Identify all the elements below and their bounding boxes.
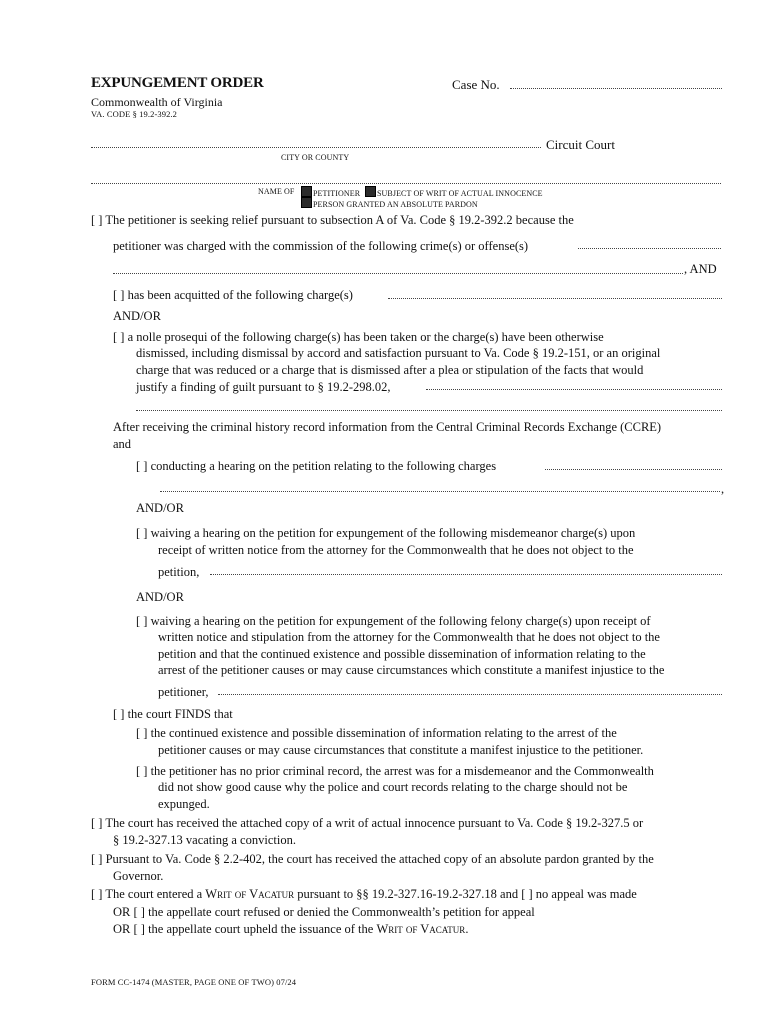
city-or-county-field[interactable]	[91, 147, 541, 148]
nolle-line2: dismissed, including dismissal by accord and satisfaction pursuant to Va. Code § 19.2-151, or an original	[136, 346, 661, 360]
vacatur-line3	[113, 921, 468, 938]
continued-existence-line2: petitioner causes or may cause circumstances that constitute a manifest injustice to the petitioner.	[158, 743, 644, 757]
case-no-field[interactable]	[510, 88, 722, 89]
misdemeanor-line1: [ ] waiving a hearing on the petition for expungement of the following misdemeanor charge(s) upon	[136, 526, 636, 540]
vacatur-line1	[91, 886, 637, 903]
vacatur-line3-start: OR [ ] the appellate court upheld the issuance of the	[113, 922, 377, 936]
va-code-label: VA. CODE § 19.2-392.2	[91, 109, 177, 119]
vacatur-line1-start: [ ] The court entered a	[91, 887, 206, 901]
relief-paragraph-line2: petitioner was charged with the commission of the following crime(s) or offense(s)	[113, 239, 529, 253]
circuit-court-label: Circuit Court	[546, 137, 615, 152]
prior-record-line2: did not show good cause why the police and court records relating to the charge should not be	[158, 780, 628, 794]
nolle-field-1[interactable]	[426, 389, 722, 390]
pardon-line2: Governor.	[113, 869, 164, 883]
writ-innocence-line1: [ ] The court has received the attached copy of a writ of actual innocence pursuant to Va. Code § 19.2-327.5 or	[91, 816, 644, 830]
pardon-line1: [ ] Pursuant to Va. Code § 2.2-402, the court has received the attached copy of an absolute pardon granted by the	[91, 852, 654, 866]
pardon-caption: PERSON GRANTED AN ABSOLUTE PARDON	[313, 200, 478, 209]
nolle-line1: [ ] a nolle prosequi of the following charge(s) has been taken or the charge(s) have been otherwise	[113, 330, 604, 344]
andor-label-1: AND/OR	[113, 309, 161, 323]
writ-of-vacatur-term-2: Writ of Vacatur	[376, 922, 466, 936]
after-line1: After receiving the criminal history record information from the Central Criminal Records Exchange (CCRE)	[113, 420, 662, 434]
petitioner-checkbox[interactable]	[301, 186, 312, 197]
nolle-field-2[interactable]	[136, 410, 722, 411]
and-label: , AND	[684, 262, 717, 276]
continued-existence-line1: [ ] the continued existence and possible dissemination of information relating to the arrest of the	[136, 726, 617, 740]
felony-line2: written notice and stipulation from the attorney for the Commonwealth that he does not object to the	[158, 630, 660, 644]
hearing-line: [ ] conducting a hearing on the petition relating to the following charges	[136, 459, 497, 473]
name-of-caption: NAME OF	[258, 187, 295, 196]
court-finds-line: [ ] the court FINDS that	[113, 707, 233, 721]
form-title: EXPUNGEMENT ORDER	[91, 75, 264, 91]
misdemeanor-line3: petition,	[158, 565, 200, 579]
hearing-field-1[interactable]	[545, 469, 722, 470]
misdemeanor-line2: receipt of written notice from the attorney for the Commonwealth that he does not object to the	[158, 543, 634, 557]
writ-of-vacatur-term-1: Writ of Vacatur	[205, 887, 295, 901]
pardon-checkbox[interactable]	[301, 197, 312, 208]
misdemeanor-field[interactable]	[210, 574, 722, 575]
prior-record-line3: expunged.	[158, 797, 210, 811]
after-line2: and	[113, 437, 132, 451]
writ-innocence-line2: § 19.2-327.13 vacating a conviction.	[113, 833, 296, 847]
vacatur-line1-end: pursuant to §§ 19.2-327.16-19.2-327.18 and [ ] no appeal was made	[294, 887, 637, 901]
felony-field[interactable]	[218, 694, 722, 695]
form-footer: FORM CC-1474 (MASTER, PAGE ONE OF TWO) 07/24	[91, 977, 297, 987]
petitioner-name-field[interactable]	[91, 183, 721, 184]
felony-line1: [ ] waiving a hearing on the petition for expungement of the following felony charge(s) upon receipt of	[136, 614, 651, 628]
offenses-field-1[interactable]	[578, 248, 721, 249]
vacatur-line2: OR [ ] the appellate court refused or denied the Commonwealth’s petition for appeal	[113, 905, 535, 919]
petitioner-caption: PETITIONER	[313, 189, 361, 198]
offenses-field-2[interactable]	[113, 273, 683, 274]
nolle-line4: justify a finding of guilt pursuant to § 19.2-298.02,	[136, 380, 391, 394]
acquitted-field[interactable]	[388, 298, 722, 299]
andor-label-2: AND/OR	[136, 501, 184, 515]
andor-label-3: AND/OR	[136, 590, 184, 604]
city-or-county-caption: CITY OR COUNTY	[281, 153, 350, 162]
felony-line3: petition and that the continued existence and possible dissemination of information relating to the	[158, 647, 646, 661]
hearing-field-2[interactable]	[160, 491, 720, 492]
hearing-comma: ,	[721, 482, 725, 496]
relief-paragraph-line1: [ ] The petitioner is seeking relief pursuant to subsection A of Va. Code § 19.2-392.2 because the	[91, 213, 574, 227]
nolle-line3: charge that was reduced or a charge that is dismissed after a plea or stipulation of the facts that would	[136, 363, 644, 377]
pardon-option	[300, 197, 478, 209]
felony-line4: arrest of the petitioner causes or may cause circumstances which constitute a manifest injustice to the	[158, 663, 665, 677]
commonwealth-label: Commonwealth of Virginia	[91, 95, 223, 109]
case-no-label: Case No.	[452, 77, 500, 92]
subject-caption: SUBJECT OF WRIT OF ACTUAL INNOCENCE	[377, 189, 543, 198]
acquitted-line: [ ] has been acquitted of the following charge(s)	[113, 288, 353, 302]
prior-record-line1: [ ] the petitioner has no prior criminal record, the arrest was for a misdemeanor and the Commonwealth	[136, 764, 654, 778]
subject-checkbox[interactable]	[365, 186, 376, 197]
vacatur-line3-end: .	[465, 922, 469, 936]
felony-line5: petitioner,	[158, 685, 209, 699]
